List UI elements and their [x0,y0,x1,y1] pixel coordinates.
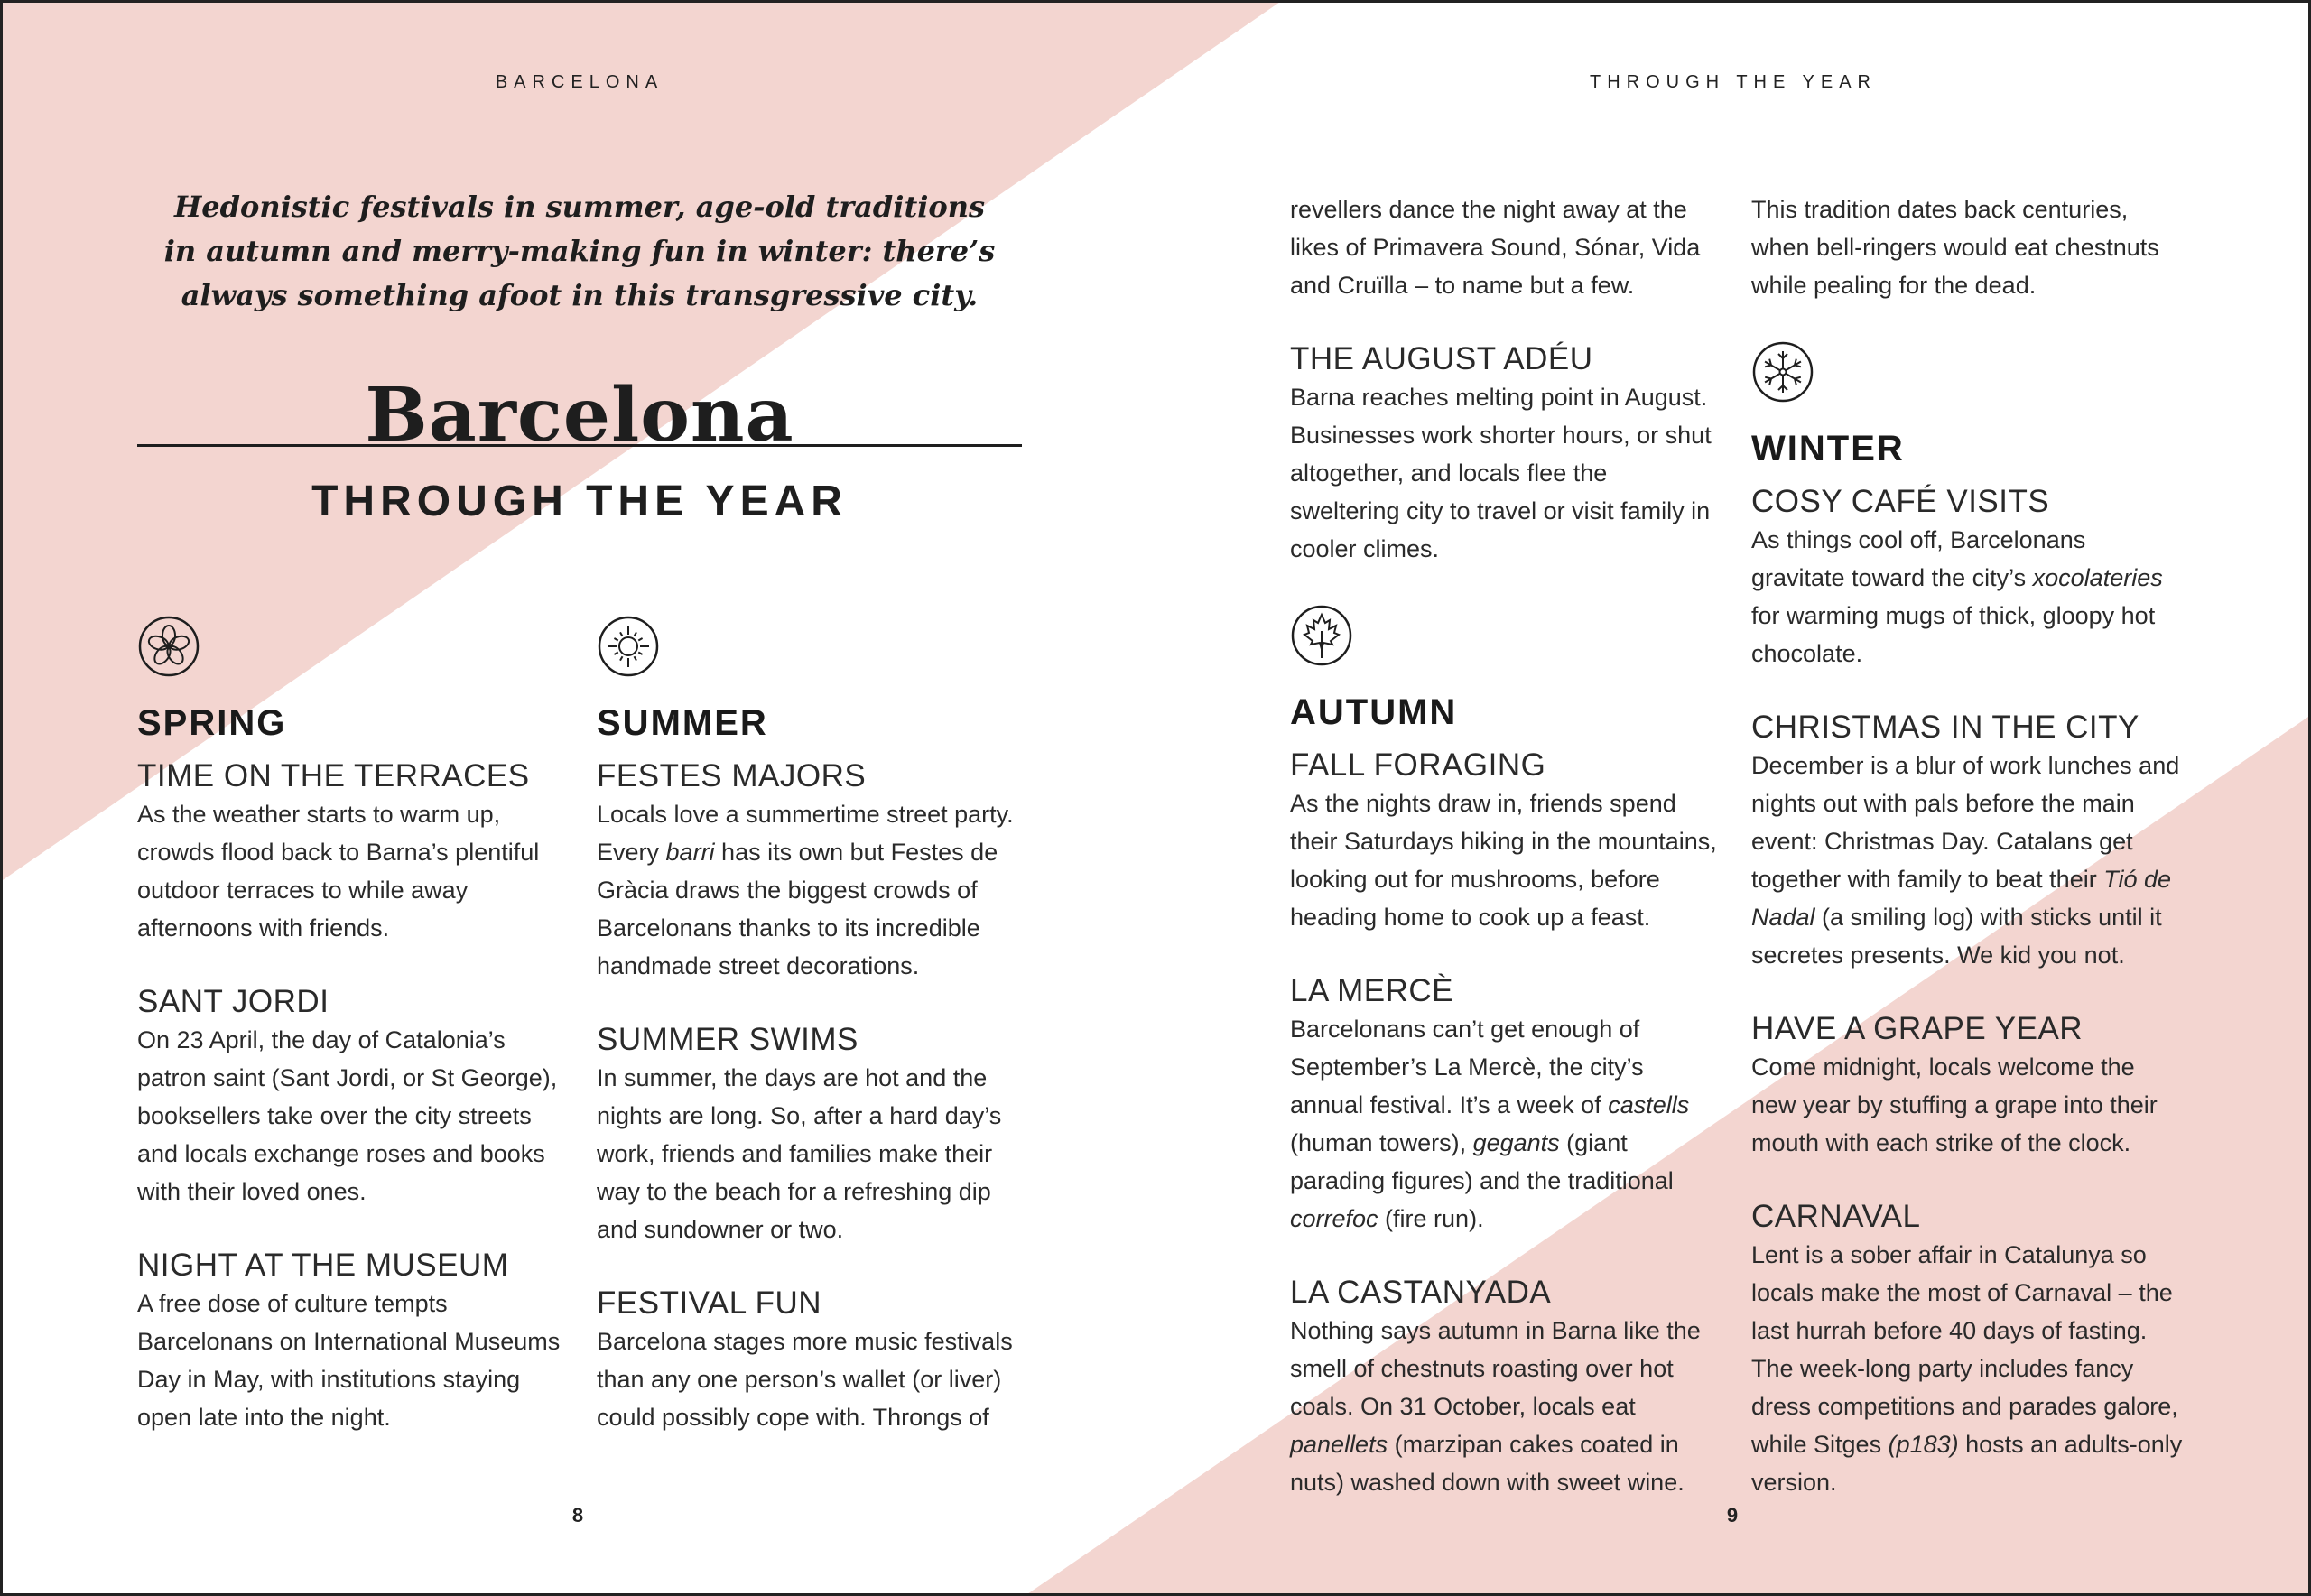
column-winter [1751,190,2185,1501]
section-spacer [1290,568,1723,604]
entry-body [137,1285,571,1436]
entry [1290,340,1723,568]
body-text: December is a blur of work lunches and nights out with pals before the main event: Christmas Day. Catalans get together with family to beat their [1751,752,2180,893]
entry-body [597,1322,1030,1436]
body-text: hosts an adults-only version. [1751,1431,2183,1496]
italic-term: xocolateries [2032,564,2163,591]
italic-term: correfoc [1290,1205,1378,1232]
body-text: (human towers), [1290,1129,1473,1156]
body-text: As the weather starts to warm up, crowds flood back to Barna’s plentiful outdoor terraces to while away afternoons with friends. [137,801,540,942]
entry [597,757,1030,985]
entry-body [137,1021,571,1211]
italic-term: castells [1608,1091,1690,1118]
entry [1290,747,1723,936]
intro-text: Hedonistic festivals in summer, age-old traditions in autumn and merry-making fun in winter: there’s always something afoot in this transgressive city. [163,190,996,312]
italic-term: panellets [1290,1431,1388,1458]
entry [137,757,571,947]
entry [597,1285,1030,1436]
entry-heading: FESTES MAJORS [597,758,867,793]
sun-icon [597,615,660,678]
season-heading: AUTUMN [1290,692,1458,732]
entry-body [597,1059,1030,1248]
page-subtitle: THROUGH THE YEAR [311,478,848,525]
season-heading: SUMMER [597,703,768,743]
body-text: As things cool off, Barcelonans gravitate toward the city’s [1751,526,2086,591]
entry-body [1751,747,2185,974]
snowflake-icon [1751,340,1814,404]
italic-term: barri [665,839,715,866]
entry-heading: HAVE A GRAPE YEAR [1751,1011,2084,1046]
page-number-right: 9 [1726,1504,1739,1526]
entry-body [137,795,571,947]
body-text: Nothing says autumn in Barna like the smell of chestnuts roasting over hot coals. On 31 October, locals eat [1290,1317,1701,1420]
body-text: revellers dance the night away at the likes of Primavera Sound, Sónar, Vida and Cruïlla – to name but a few. [1290,196,1701,299]
body-text: (marzipan cakes coated in nuts) washed down with sweet wine. [1290,1431,1685,1496]
body-text: (giant parading figures) and the traditional [1290,1129,1674,1194]
entry-body [1751,1236,2185,1501]
entry-heading: FESTIVAL FUN [597,1285,822,1321]
entry-body [1290,190,1723,304]
body-text: In summer, the days are hot and the nights are long. So, after a hard day’s work, friends and families make their way to the beach for a refreshing dip and sundowner or two. [597,1064,1002,1243]
entry-heading: THE AUGUST ADÉU [1290,341,1593,376]
entry-heading: CHRISTMAS IN THE CITY [1751,710,2139,745]
entry [137,983,571,1211]
page-title: Barcelona [365,372,794,459]
entry-body [1290,1010,1723,1238]
maple-leaf-icon [1290,604,1353,667]
body-text: (fire run). [1378,1205,1484,1232]
body-text: As the nights draw in, friends spend their Saturdays hiking in the mountains, looking out for mushrooms, before heading home to cook up a feast. [1290,790,1717,931]
entry [1290,190,1723,304]
body-text: This tradition dates back centuries, when bell-ringers would eat chestnuts while pealing for the dead. [1751,196,2159,299]
entry [1751,483,2185,673]
body-text: Locals love a summertime street party. Every [597,801,1014,866]
italic-term: Tió de Nadal [1751,866,2172,931]
italic-term: gegants [1472,1129,1560,1156]
body-text: Barna reaches melting point in August. Businesses work shorter hours, or shut altogether, and locals flee the sweltering city to travel or visit family in cooler climes. [1290,384,1712,562]
column-summer [597,615,1030,1436]
column-spring [137,615,571,1436]
entry [597,1021,1030,1248]
body-text: has its own but Festes de Gràcia draws the biggest crowds of Barcelonans thanks to its incredible handmade street decorations. [597,839,998,979]
body-text: On 23 April, the day of Catalonia’s patron saint (Sant Jordi, or St George), booksellers take over the city streets and locals exchange roses and books with their loved ones. [137,1026,558,1205]
column-autumn [1290,190,1723,1501]
entry-heading: SUMMER SWIMS [597,1022,859,1057]
season-heading: SPRING [137,703,287,743]
entry-heading: CARNAVAL [1751,1199,1921,1234]
entry-heading: LA CASTANYADA [1290,1275,1552,1310]
entry [1751,1010,2185,1162]
entry-heading: LA MERCÈ [1290,973,1453,1008]
entry-body [1751,1048,2185,1162]
body-text: (a smiling log) with sticks until it secretes presents. We kid you not. [1751,904,2162,969]
body-text: Lent is a sober affair in Catalunya so locals make the most of Carnaval – the last hurrah before 40 days of fasting. The week-long party includes fancy dress competitions and parades galore, while Sitges [1751,1241,2178,1458]
italic-term: (p183) [1888,1431,1959,1458]
body-text: Barcelonans can’t get enough of September’s La Mercè, the city’s annual festival. It’s a week of [1290,1016,1644,1118]
entry [1751,1198,2185,1501]
entry-heading: COSY CAFÉ VISITS [1751,484,2050,519]
running-header-left: BARCELONA [495,72,664,92]
entry-body [1290,1312,1723,1501]
entry-heading: NIGHT AT THE MUSEUM [137,1248,509,1283]
entry-body [1751,190,2185,304]
entry-heading: TIME ON THE TERRACES [137,758,530,793]
page-number-left: 8 [571,1504,584,1526]
entry-heading: FALL FORAGING [1290,747,1546,783]
entry-body [597,795,1030,985]
body-text: A free dose of culture tempts Barcelonans on International Museums Day in May, with institutions staying open late into the night. [137,1290,561,1431]
entry [1290,972,1723,1238]
season-heading: WINTER [1751,429,1905,469]
entry-heading: SANT JORDI [137,984,329,1019]
body-text: for warming mugs of thick, gloopy hot chocolate. [1751,602,2156,667]
entry-body [1751,521,2185,673]
body-text: Barcelona stages more music festivals than any one person’s wallet (or liver) could possibly cope with. Throngs of [597,1328,1013,1431]
entry-body [1290,784,1723,936]
entry [1290,1274,1723,1501]
entry [1751,190,2185,304]
running-header-right: THROUGH THE YEAR [1590,72,1877,92]
section-spacer [1751,304,2185,340]
body-text: Come midnight, locals welcome the new year by stuffing a grape into their mouth with each strike of the clock. [1751,1053,2158,1156]
entry [137,1247,571,1436]
flower-icon [137,615,200,678]
entry [1751,709,2185,974]
entry-body [1290,378,1723,568]
